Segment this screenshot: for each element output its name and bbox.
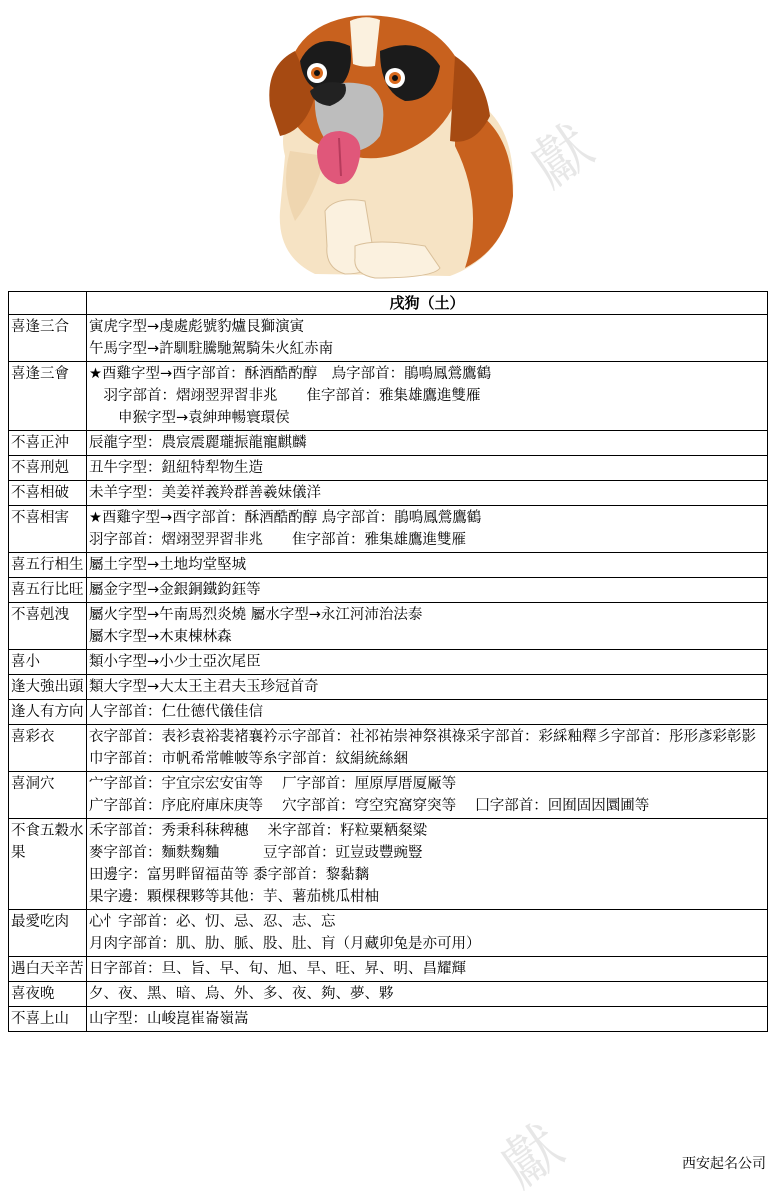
content-line: ★酉雞字型→酉字部首：酥酒酷酌醇 鳥字部首：鵑鳴鳳鶯鷹鶴 xyxy=(89,510,482,526)
row-content xyxy=(87,315,768,362)
table-row xyxy=(9,772,768,819)
row-content xyxy=(87,506,768,553)
table-row xyxy=(9,1007,768,1032)
row-label: 不喜剋洩 xyxy=(9,603,87,650)
content-line: ★酉雞字型→酉字部首：酥酒酷酌醇 鳥字部首：鵑鳴鳳鶯鷹鶴 xyxy=(89,366,492,382)
content-line: 辰龍字型：農宸震麗瓏振龍寵麒麟 xyxy=(89,435,307,451)
content-line: 寅虎字型→虔處彪號豹爐艮獅演寅 xyxy=(89,319,305,335)
watermark: 獻 xyxy=(488,1111,576,1201)
dog-illustration xyxy=(255,6,525,286)
content-line: 心忄字部首：必、忉、忌、忍、志、忘 xyxy=(89,914,336,930)
row-content xyxy=(87,982,768,1007)
content-line: 夕、夜、黑、暗、烏、外、多、夜、夠、夢、夥 xyxy=(89,986,394,1002)
row-content xyxy=(87,553,768,578)
header-title: 戌狗（土） xyxy=(87,292,768,315)
row-content xyxy=(87,700,768,725)
zodiac-table xyxy=(8,291,768,1032)
content-line: 午馬字型→許馴駐騰馳駕騎朱火紅赤南 xyxy=(89,341,334,357)
row-label: 逢人有方向 xyxy=(9,700,87,725)
row-label: 喜逢三合 xyxy=(9,315,87,362)
table-row xyxy=(9,819,768,910)
row-content xyxy=(87,772,768,819)
row-content xyxy=(87,819,768,910)
content-line: 申猴字型→袁紳珅暢寰環侯 xyxy=(89,410,290,426)
row-content xyxy=(87,431,768,456)
row-content xyxy=(87,603,768,650)
row-content xyxy=(87,578,768,603)
row-label: 最愛吃肉 xyxy=(9,910,87,957)
table-row xyxy=(9,481,768,506)
table-row xyxy=(9,957,768,982)
content-line: 屬土字型→土地均堂堅城 xyxy=(89,557,247,573)
content-line: 屬火字型→午南馬烈炎燒 屬水字型→永江河沛治法泰 xyxy=(89,607,423,623)
table-row xyxy=(9,675,768,700)
row-label: 喜五行比旺 xyxy=(9,578,87,603)
table-row xyxy=(9,603,768,650)
table-row xyxy=(9,315,768,362)
row-label: 不喜正沖 xyxy=(9,431,87,456)
content-line: 屬金字型→金銀銅鐵鈞鈺等 xyxy=(89,582,261,598)
table-row xyxy=(9,650,768,675)
content-line: 羽字部首：熠翊翌羿習非兆 隹字部首：雅集雄鷹進雙雁 xyxy=(89,532,466,548)
row-content xyxy=(87,957,768,982)
row-label: 喜小 xyxy=(9,650,87,675)
content-line: 宀字部首：宇宜宗宏安宙等 厂字部首：厘原厚厝厦厰等 xyxy=(89,776,457,792)
row-label: 喜逢三會 xyxy=(9,362,87,431)
row-label: 不喜刑剋 xyxy=(9,456,87,481)
row-label: 不喜相破 xyxy=(9,481,87,506)
table-row xyxy=(9,982,768,1007)
table-row xyxy=(9,362,768,431)
content-line: 禾字部首：秀秉科秣稗穗 米字部首：籽粒粟粞粲粱 xyxy=(89,823,428,839)
row-label: 喜夜晚 xyxy=(9,982,87,1007)
content-line: 巾字部首：市帆希常帷帔等糸字部首：紋絹統絲綑 xyxy=(89,751,408,767)
table-row xyxy=(9,725,768,772)
row-label: 不喜相害 xyxy=(9,506,87,553)
row-label: 喜彩衣 xyxy=(9,725,87,772)
row-content xyxy=(87,650,768,675)
table-row xyxy=(9,700,768,725)
company-footer: 西安起名公司 xyxy=(682,1156,766,1172)
row-label: 喜五行相生 xyxy=(9,553,87,578)
row-content xyxy=(87,725,768,772)
table-row xyxy=(9,456,768,481)
row-label: 遇白天辛苦 xyxy=(9,957,87,982)
table-row xyxy=(9,431,768,456)
content-line: 屬木字型→木東棟林森 xyxy=(89,629,232,645)
row-content xyxy=(87,1007,768,1032)
table-header-row xyxy=(9,292,768,315)
table-row xyxy=(9,578,768,603)
content-line: 月肉字部首：肌、肋、脈、股、肚、肓（月藏卯兔是亦可用） xyxy=(89,936,481,952)
row-content xyxy=(87,481,768,506)
content-line: 田邊字：富男畔留福苗等 黍字部首：黎黏黐 xyxy=(89,867,370,883)
content-line: 人字部首：仁仕德代儀佳信 xyxy=(89,704,263,720)
content-line: 類大字型→大太王主君夫玉珍冠首奇 xyxy=(89,679,319,695)
content-line: 山字型：山峻崑崔崙嶺嵩 xyxy=(89,1011,249,1027)
content-line: 果字邊：顆棵稞夥等其他：芋、薯茄桃瓜柑柚 xyxy=(89,889,379,905)
content-line: 广字部首：序庇府庫床庚等 穴字部首：穹空究窩穿突等 囗字部首：回囿固因圜圃等 xyxy=(89,798,650,814)
header-col1 xyxy=(9,292,87,315)
content-line: 羽字部首：熠翊翌羿習非兆 隹字部首：雅集雄鷹進雙雁 xyxy=(89,388,481,404)
content-line: 麥字部首：麵麩麴麯 豆字部首：豇豈豉豐豌豎 xyxy=(89,845,423,861)
row-content xyxy=(87,675,768,700)
content-line: 丑牛字型：鈕紐特犁物生造 xyxy=(89,460,263,476)
row-label: 逢大強出頭 xyxy=(9,675,87,700)
table-row xyxy=(9,553,768,578)
content-line: 未羊字型：美姜祥義羚群善羲妹儀洋 xyxy=(89,485,321,501)
content-line: 類小字型→小少士亞次尾臣 xyxy=(89,654,261,670)
table-row xyxy=(9,506,768,553)
row-label: 不喜上山 xyxy=(9,1007,87,1032)
row-label: 喜洞穴 xyxy=(9,772,87,819)
row-label: 不食五穀水果 xyxy=(9,819,87,910)
row-content xyxy=(87,362,768,431)
row-content xyxy=(87,456,768,481)
content-line: 日字部首：旦、旨、早、旬、旭、旱、旺、昇、明、昌耀輝 xyxy=(89,961,466,977)
row-content xyxy=(87,910,768,957)
watermark: 獻 xyxy=(518,111,606,201)
table-row xyxy=(9,910,768,957)
content-line: 衣字部首：表衫袁裕裴褚襄衿示字部首：社祁祐崇神祭祺祿采字部首：彩綵釉釋彡字部首：彤形彥彩彰影 xyxy=(89,729,756,745)
